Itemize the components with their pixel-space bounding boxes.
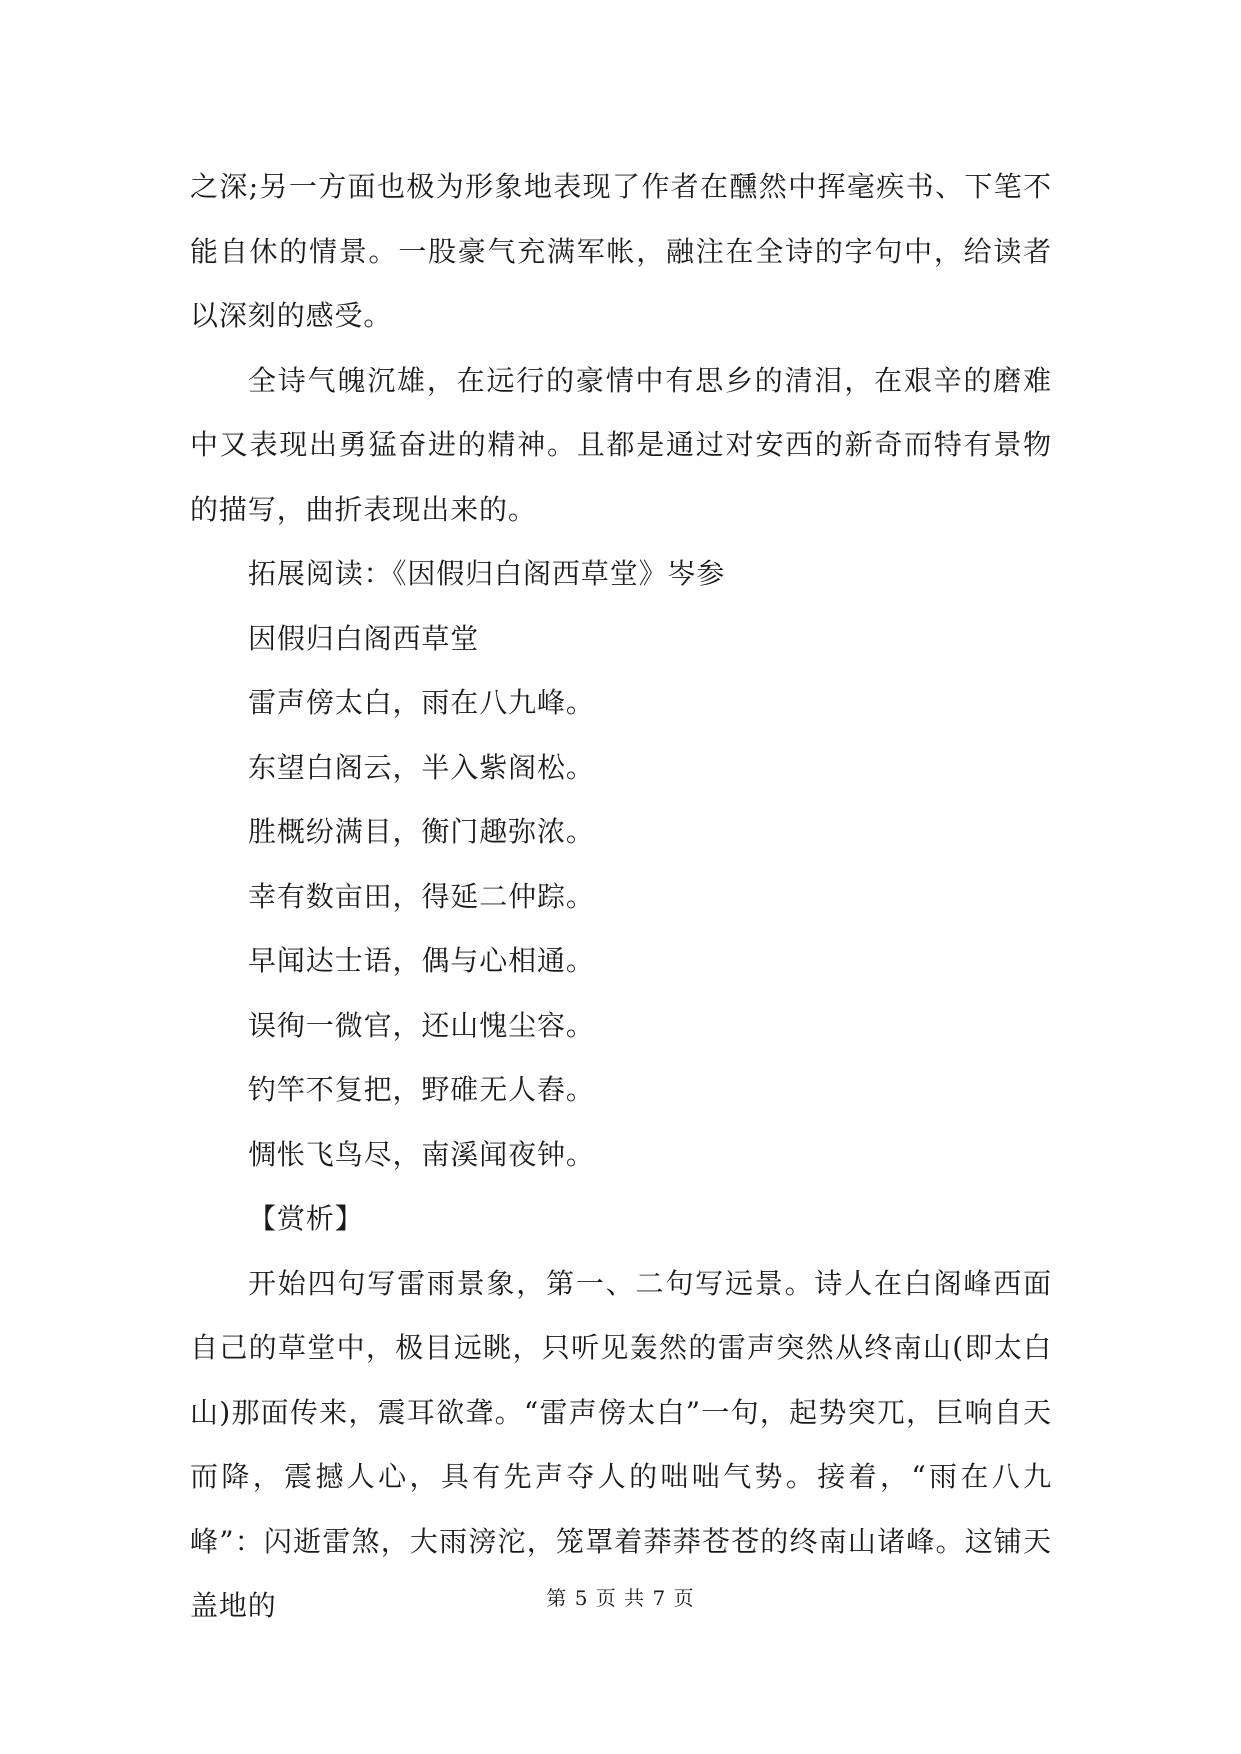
body-text <box>190 155 1052 1639</box>
poem-line-1: 雷声傍太白，雨在八九峰。 <box>248 686 595 719</box>
page-footer: 第 5 页 共 7 页 <box>546 1586 695 1610</box>
poem-line-6: 误徇一微官，还山愧尘容。 <box>248 1008 595 1042</box>
poem-line-2: 东望白阁云，半入紫阁松。 <box>248 750 595 784</box>
extended-reading-heading: 拓展阅读：《因假归白阁西草堂》岑参 <box>248 557 726 590</box>
poem-line-3: 胜概纷满目，衡门趣弥浓。 <box>248 815 595 848</box>
poem-title: 因假归白阁西草堂 <box>248 621 480 655</box>
appreciation-heading: 【赏析】 <box>248 1202 364 1235</box>
poem-line-5: 早闻达士语，偶与心相通。 <box>248 944 595 977</box>
paragraph-continuation: 之深;另一方面也极为形象地表现了作者在醺然中挥毫疾书、下笔不能自休的情景。一股豪气充满军帐，融注在全诗的字句中，给读者以深刻的感受。 <box>190 170 1052 332</box>
poem-line-7: 钓竿不复把，野碓无人舂。 <box>248 1073 595 1106</box>
poem-line-8: 惆怅飞鸟尽，南溪闻夜钟。 <box>248 1137 595 1171</box>
paragraph-summary: 全诗气魄沉雄，在远行的豪情中有思乡的清泪，在艰辛的磨难中又表现出勇猛奋进的精神。且都是通过对安西的新奇而特有景物的描写，曲折表现出来的。 <box>190 363 1052 526</box>
poem-line-4: 幸有数亩田，得延二仲踪。 <box>248 879 595 913</box>
appreciation-paragraph: 开始四句写雷雨景象，第一、二句写远景。诗人在白阁峰西面自己的草堂中，极目远眺，只听见轰然的雷声突然从终南山(即太白山)那面传来，震耳欲聋。“雷声傍太白”一句，起势突兀，巨响自天而降，震撼人心，具有先声夺人的咄咄气势。接着，“雨在八九峰”：闪逝雷煞，大雨滂沱，笼罩着莽莽苍苍的终南山诸峰。这铺天盖地的 <box>190 1266 1052 1622</box>
